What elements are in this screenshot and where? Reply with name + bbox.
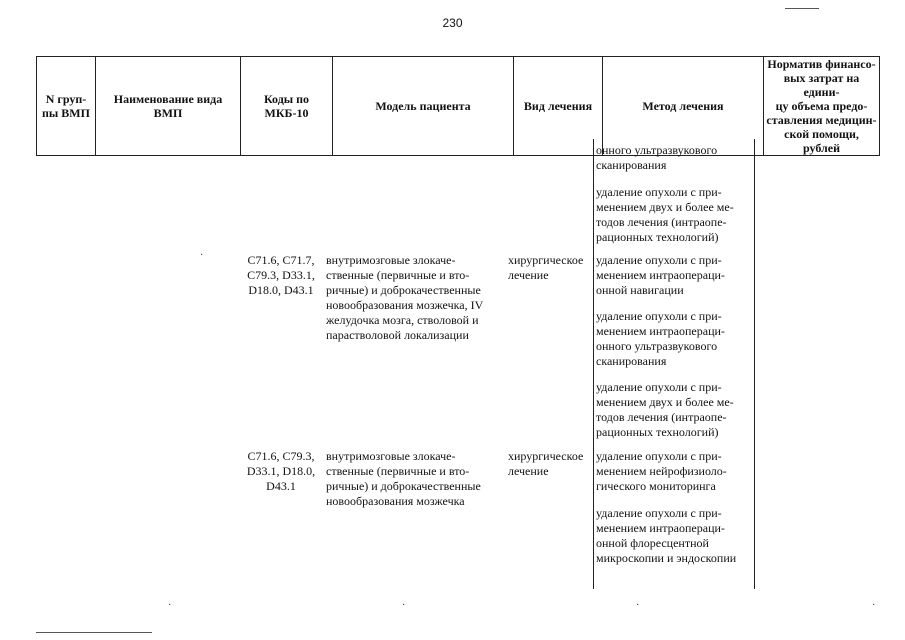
patient-model: внутримозговые злокаче- ственные (первичные и вто- ричные) и доброкачественные новообразования мозжечка, IV желудочка мозга, стволовой и парастволовой локализации [326,253,484,342]
header-group: N груп- пы ВМП [37,57,96,156]
top-rule [785,8,819,9]
header-treatment-type: Вид лечения [514,57,603,156]
column-divider [754,139,755,589]
page-number: 230 [442,16,463,30]
bottom-rule [36,632,152,633]
table-body [0,139,905,589]
method-text: онного ультразвукового сканирования [596,143,718,172]
scan-speck: · [200,250,204,261]
scan-speck: · [872,600,876,611]
icd-codes: C71.6, C71.7, C79.3, D33.1, D18.0, D43.1 [247,253,315,297]
scan-speck: · [402,600,406,611]
icd-codes: C71.6, C79.3, D33.1, D18.0, D43.1 [246,449,316,493]
header-patient-model: Модель пациента [333,57,514,156]
treatment-type: хирургическое лечение [508,449,584,478]
header-treatment-method: Метод лечения [603,57,764,156]
method-text: удаление опухоли с при- менением нейрофизиоло- гического мониторинга [596,449,727,493]
method-text: удаление опухоли с при- менением интраопераци- онного ультразвукового сканирования [596,309,725,368]
scan-speck: · [636,600,640,611]
scan-speck: · [168,600,172,611]
method-text: удаление опухоли с при- менением двух и более ме- тодов лечения (интраопе- рационных технологий) [596,380,734,439]
method-text: удаление опухоли с при- менением интраопераци- онной навигации [596,253,725,297]
treatment-type: хирургическое лечение [508,253,584,282]
header-icd-codes: Коды по МКБ-10 [241,57,333,156]
header-cost-norm: Норматив финансо- вых затрат на едини- цу объема предо- ставления медицин- ской помощи, рублей [764,57,880,156]
method-text: удаление опухоли с при- менением двух и более ме- тодов лечения (интраопе- рационных технологий) [596,185,734,244]
column-divider [593,139,594,589]
method-text: удаление опухоли с при- менением интраопераци- онной флоресцентной микроскопии и эндоскопии [596,506,737,565]
patient-model: внутримозговые злокаче- ственные (первичные и вто- ричные) и доброкачественные новообразования мозжечка [326,449,481,508]
header-type-name: Наименование вида ВМП [96,57,241,156]
